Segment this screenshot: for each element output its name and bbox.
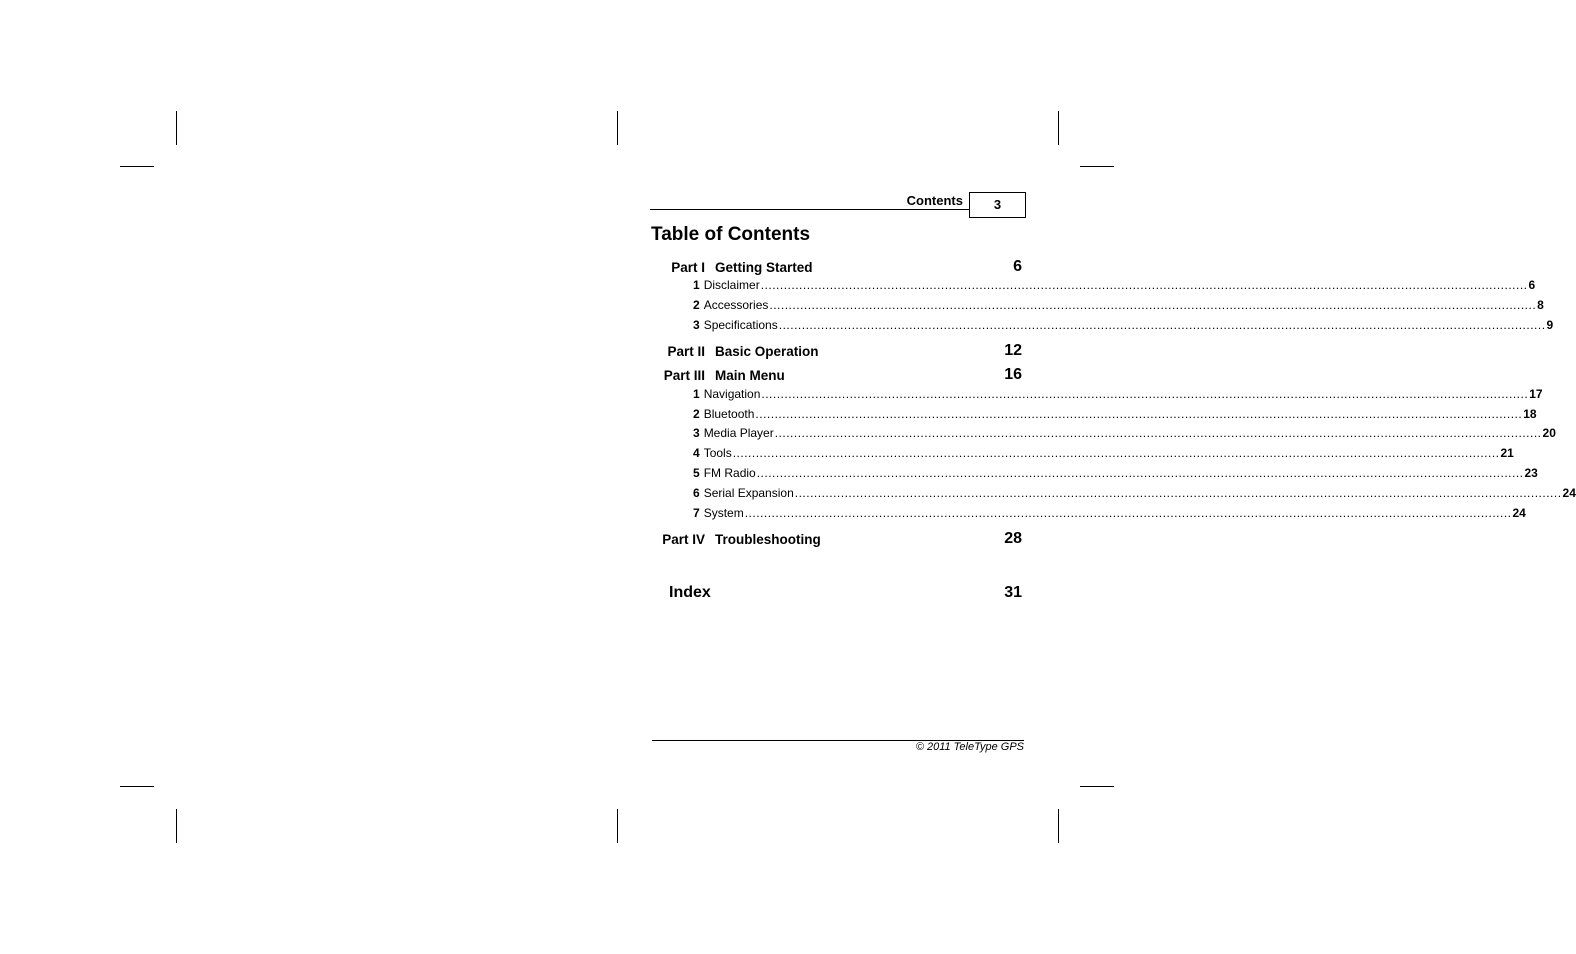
toc-entry-number: 1 [693,278,700,292]
toc-part-page: 6 [1013,258,1022,275]
toc-entry[interactable] [693,506,1526,522]
crop-mark [176,111,177,145]
crop-mark [120,166,154,167]
toc-entry[interactable] [693,278,1536,294]
toc-entry-text: Accessories [703,298,769,312]
toc-part-label: Part I [671,260,705,275]
toc-entry[interactable] [693,466,1538,482]
toc-part-title: Basic Operation [715,344,819,359]
toc-index[interactable] [669,583,1022,605]
toc-leader-dots: ........................................................................................................................................................................................................ [794,486,1562,500]
page-title: Table of Contents [651,224,811,245]
toc-entry-text: Bluetooth [703,407,755,421]
crop-mark [1058,809,1059,843]
toc-entry-number: 5 [693,466,700,480]
toc-part-page: 28 [1004,530,1022,547]
toc-entry-text: System [703,506,744,520]
toc-part[interactable] [652,258,1022,278]
header-rule [650,209,970,210]
toc-entry-number: 7 [693,506,700,520]
crop-mark [1080,786,1114,787]
toc-leader-dots: ........................................................................................................................................................................................................ [774,426,1542,440]
toc-entry-page: 6 [1528,278,1536,292]
toc-index-label: Index [669,584,711,601]
toc-entry-text: Media Player [703,426,774,440]
toc-leader-dots: ........................................................................................................................................................................................................ [756,466,1524,480]
crop-mark [617,111,618,145]
toc-part-label: Part III [663,368,705,383]
toc-leader-dots: ........................................................................................................................................................................................................ [744,506,1512,520]
toc-entry[interactable] [693,486,1576,502]
toc-leader-dots: ........................................................................................................................................................................................................ [755,407,1523,421]
toc-part[interactable] [652,342,1022,362]
page-number-box: 3 [969,192,1026,218]
toc-entry-text: Serial Expansion [703,486,794,500]
toc-entry-text: Navigation [703,387,761,401]
toc-entry-page: 17 [1529,387,1543,401]
toc-entry-number: 6 [693,486,700,500]
toc-leader-dots: ........................................................................................................................................................................................................ [732,446,1500,460]
toc-part[interactable] [652,530,1022,550]
toc-entry-page: 23 [1524,466,1538,480]
crop-mark [617,809,618,843]
toc-leader-dots: ........................................................................................................................................................................................................ [761,387,1529,401]
toc-entry-number: 2 [693,298,700,312]
toc-entry-page: 8 [1537,298,1544,312]
toc-entry-number: 2 [693,407,700,421]
toc-part-title: Getting Started [715,260,813,275]
crop-mark [1058,111,1059,145]
header-section-label: Contents [906,193,963,208]
toc-entry[interactable] [693,426,1556,442]
footer-copyright: © 2011 TeleType GPS [915,741,1024,753]
toc-index-page: 31 [1004,584,1022,601]
toc-entry[interactable] [693,387,1543,403]
toc-part-title: Troubleshooting [715,532,821,547]
toc-entry-page: 9 [1546,318,1554,332]
toc-entry-number: 3 [693,426,700,440]
toc-part-page: 16 [1004,366,1022,383]
toc-entry-text: FM Radio [703,466,756,480]
toc-entry[interactable] [693,407,1537,423]
toc-entry-number: 3 [693,318,700,332]
toc-leader-dots: ........................................................................................................................................................................................................ [760,278,1528,292]
toc-entry-text: Disclaimer [703,278,760,292]
toc-entry-text: Tools [703,446,732,460]
toc-entry[interactable] [693,298,1544,314]
toc-entry-page: 24 [1512,506,1526,520]
toc-entry-page: 24 [1562,486,1576,500]
toc-entry[interactable] [693,318,1554,334]
toc-entry-text: Specifications [703,318,778,332]
crop-mark [1080,166,1114,167]
toc-part[interactable] [652,366,1022,386]
toc-entry-page: 21 [1500,446,1514,460]
crop-mark [120,786,154,787]
toc-entry-number: 1 [693,387,700,401]
toc-leader-dots: ........................................................................................................................................................................................................ [769,298,1537,312]
toc-leader-dots: ........................................................................................................................................................................................................ [778,318,1546,332]
toc-entry-page: 20 [1542,426,1556,440]
toc-entry[interactable] [693,446,1514,462]
toc-part-label: Part IV [662,532,705,547]
crop-mark [176,809,177,843]
toc-part-title: Main Menu [715,368,785,383]
toc-part-label: Part II [667,344,705,359]
toc-part-page: 12 [1004,342,1022,359]
toc-entry-page: 18 [1523,407,1537,421]
toc-entry-number: 4 [693,446,700,460]
